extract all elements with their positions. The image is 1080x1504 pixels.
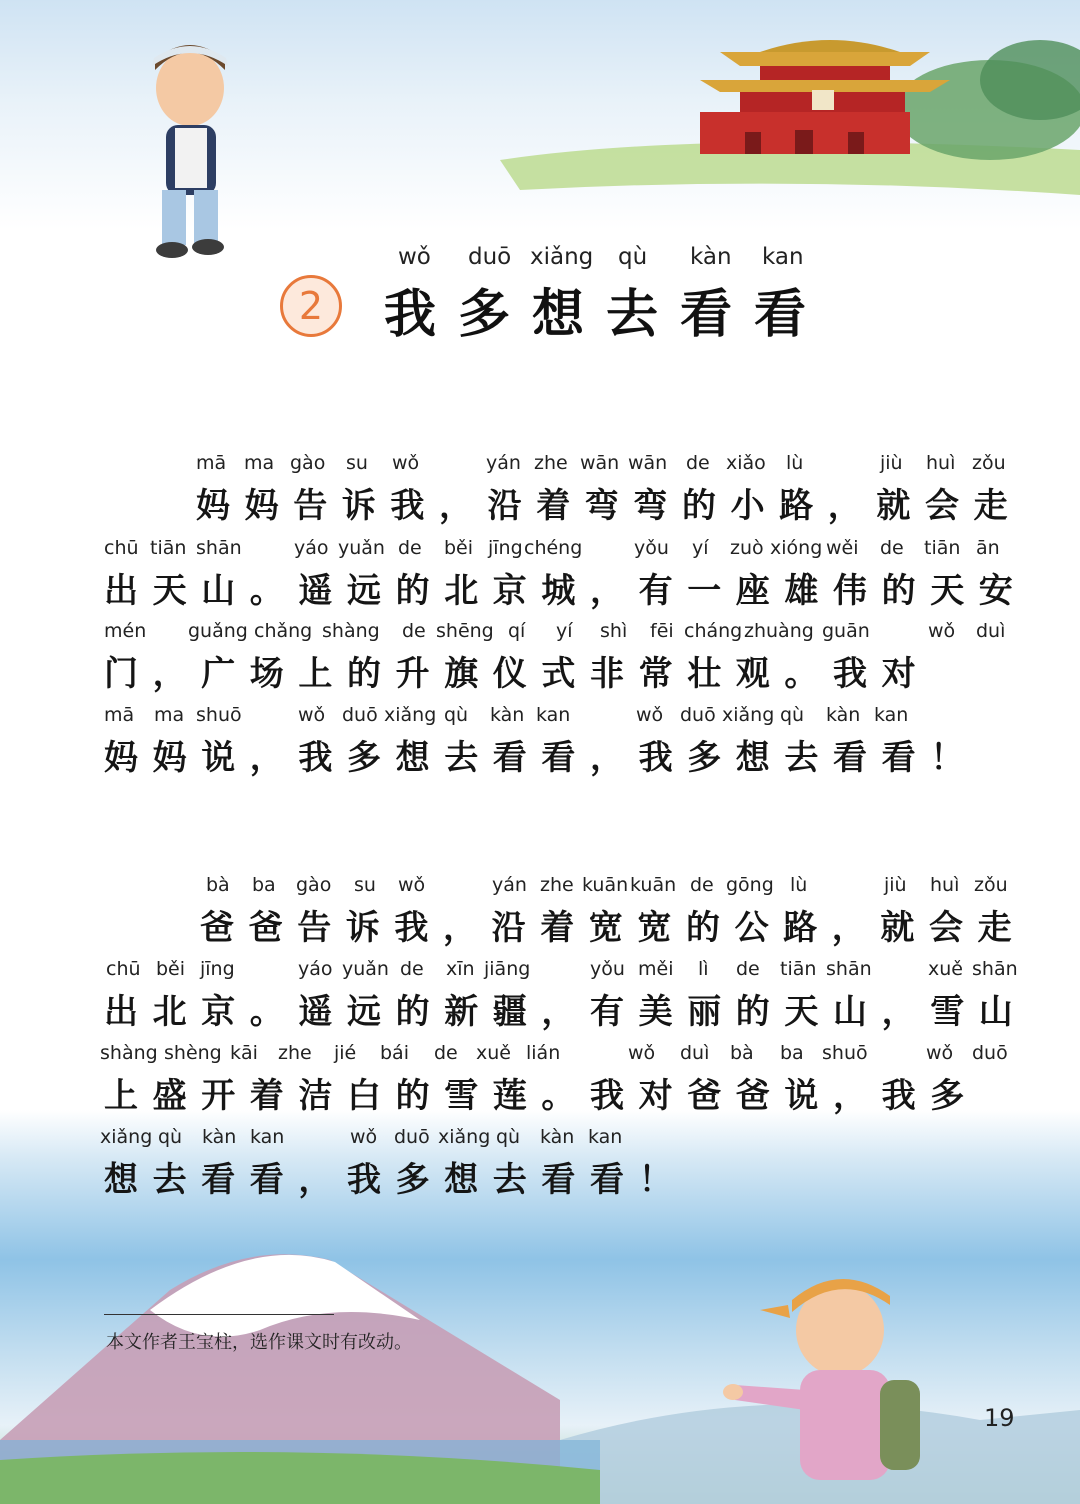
pinyin-syllable: duì [680,1042,710,1064]
pinyin-syllable: lù [790,874,808,896]
pinyin-syllable: xiǎo [726,452,766,474]
pinyin-syllable: wěi [826,537,859,559]
pinyin-syllable: jié [334,1042,357,1064]
pinyin-syllable: kan [588,1126,623,1148]
pinyin-syllable: yí [556,620,573,642]
text-line-characters: 妈妈告诉我，沿着弯弯的小路，就会走 [196,486,1023,526]
pinyin-syllable: mén [104,620,147,642]
pinyin-syllable: xīn [446,958,475,980]
pinyin-syllable: kuān [630,874,677,896]
pinyin-syllable: xiǎng [384,704,437,726]
pinyin-syllable: chū [106,958,141,980]
pinyin-syllable: qù [158,1126,183,1148]
pinyin-line [0,874,1080,900]
title-pinyin-syllable: xiǎng [530,244,594,270]
pinyin-syllable: kan [536,704,571,726]
pinyin-syllable: běi [444,537,474,559]
pinyin-syllable: lì [698,958,709,980]
pinyin-syllable: jiù [880,452,903,474]
pinyin-syllable: wǒ [628,1042,656,1064]
pinyin-syllable: jiù [884,874,907,896]
pinyin-syllable: shì [600,620,628,642]
pinyin-line [0,1126,1080,1152]
pinyin-syllable: ba [780,1042,804,1064]
pinyin-syllable: yán [492,874,527,896]
pinyin-syllable: kuān [582,874,629,896]
pinyin-line [0,452,1080,478]
pinyin-syllable: fēi [650,620,674,642]
pinyin-syllable: tiān [150,537,187,559]
pinyin-syllable: shàng [100,1042,158,1064]
pinyin-syllable: ba [252,874,276,896]
pinyin-syllable: shān [196,537,242,559]
pinyin-syllable: cháng [684,620,743,642]
pinyin-syllable: yǒu [590,958,625,980]
text-line [0,874,1080,954]
lesson-number-badge: 2 [280,275,342,337]
pinyin-syllable: wǒ [392,452,420,474]
text-line-characters: 想去看看，我多想去看看！ [104,1160,688,1200]
pinyin-line [0,537,1080,563]
pinyin-syllable: gào [296,874,332,896]
pinyin-syllable: lù [786,452,804,474]
pinyin-syllable: wǒ [398,874,426,896]
text-line-characters: 上盛开着洁白的雪莲。我对爸爸说，我多 [104,1076,979,1116]
pinyin-syllable: xiǎng [438,1126,491,1148]
pinyin-syllable: kàn [202,1126,237,1148]
pinyin-syllable: de [434,1042,458,1064]
pinyin-syllable: zhe [278,1042,312,1064]
pinyin-syllable: qù [496,1126,521,1148]
pinyin-syllable: shān [972,958,1018,980]
pinyin-syllable: gōng [726,874,774,896]
pinyin-syllable: kàn [826,704,861,726]
pinyin-syllable: wǒ [298,704,326,726]
title-pinyin-syllable: kàn [690,244,732,270]
pinyin-syllable: huì [926,452,956,474]
pinyin-syllable: su [354,874,376,896]
pinyin-syllable: xiǎng [722,704,775,726]
pinyin-syllable: kàn [540,1126,575,1148]
pinyin-syllable: zuò [730,537,764,559]
pinyin-syllable: shuō [822,1042,868,1064]
pinyin-line [0,620,1080,646]
pinyin-syllable: de [400,958,424,980]
pinyin-syllable: shēng [436,620,494,642]
pinyin-syllable: chéng [524,537,583,559]
text-line [0,958,1080,1038]
footnote-divider [104,1314,334,1315]
pinyin-syllable: bà [730,1042,754,1064]
footnote: 本文作者王宝柱，选作课文时有改动。 [106,1332,412,1353]
pinyin-syllable: de [736,958,760,980]
pinyin-syllable: wǒ [636,704,664,726]
pinyin-syllable: yuǎn [342,958,389,980]
pinyin-syllable: duō [972,1042,1008,1064]
pinyin-syllable: chū [104,537,139,559]
text-line [0,1042,1080,1122]
pinyin-syllable: yán [486,452,521,474]
pinyin-syllable: běi [156,958,186,980]
text-line [0,452,1080,532]
pinyin-syllable: gào [290,452,326,474]
pinyin-syllable: ān [976,537,1000,559]
pinyin-syllable: qí [508,620,526,642]
pinyin-syllable: guān [822,620,870,642]
pinyin-syllable: tiān [924,537,961,559]
pinyin-syllable: yáo [294,537,329,559]
pinyin-syllable: mā [196,452,227,474]
pinyin-syllable: duì [976,620,1006,642]
pinyin-syllable: bà [206,874,230,896]
title-pinyin-syllable: kan [762,244,804,270]
pinyin-syllable: xuě [928,958,963,980]
pinyin-syllable: wǒ [928,620,956,642]
pinyin-syllable: ma [244,452,275,474]
pinyin-line [0,1042,1080,1068]
title-pinyin-syllable: duō [468,244,512,270]
pinyin-syllable: jīng [488,537,523,559]
pinyin-syllable: yuǎn [338,537,385,559]
text-line-characters: 出北京。遥远的新疆，有美丽的天山，雪山 [104,992,1028,1032]
pinyin-syllable: de [690,874,714,896]
pinyin-syllable: de [686,452,710,474]
pinyin-syllable: měi [638,958,674,980]
pinyin-syllable: yí [692,537,709,559]
pinyin-syllable: qù [444,704,469,726]
pinyin-syllable: zhe [540,874,574,896]
pinyin-syllable: xuě [476,1042,511,1064]
pinyin-syllable: guǎng [188,620,248,642]
pinyin-syllable: qù [780,704,805,726]
pinyin-syllable: jīng [200,958,235,980]
pinyin-syllable: tiān [780,958,817,980]
title-pinyin-syllable: qù [618,244,648,270]
pinyin-syllable: wān [580,452,620,474]
pinyin-syllable: chǎng [254,620,313,642]
pinyin-syllable: kàn [490,704,525,726]
pinyin-syllable: zǒu [972,452,1006,474]
pinyin-syllable: shuō [196,704,242,726]
pinyin-syllable: kāi [230,1042,258,1064]
pinyin-syllable: xióng [770,537,823,559]
title-pinyin-syllable: wǒ [398,244,431,270]
text-line-characters: 爸爸告诉我，沿着宽宽的公路，就会走 [200,908,1027,948]
pinyin-syllable: duō [342,704,378,726]
text-line [0,537,1080,617]
pinyin-syllable: zhuàng [744,620,814,642]
pinyin-line [0,704,1080,730]
pinyin-syllable: shèng [164,1042,222,1064]
text-line [0,1126,1080,1206]
pinyin-syllable: lián [526,1042,561,1064]
text-line-characters: 妈妈说，我多想去看看，我多想去看看！ [104,738,979,778]
pinyin-syllable: xiǎng [100,1126,153,1148]
pinyin-syllable: jiāng [484,958,531,980]
pinyin-syllable: yǒu [634,537,669,559]
pinyin-syllable: wān [628,452,668,474]
title-pinyin [396,244,816,274]
pinyin-syllable: kan [874,704,909,726]
text-line [0,620,1080,700]
lesson-title: 我多想去看看 [384,284,829,345]
page-number: 19 [984,1404,1015,1432]
pinyin-syllable: duō [394,1126,430,1148]
pinyin-syllable: de [880,537,904,559]
pinyin-syllable: wǒ [926,1042,954,1064]
text-line-characters: 门，广场上的升旗仪式非常壮观。我对 [104,654,931,694]
pinyin-syllable: zhe [534,452,568,474]
text-line [0,704,1080,784]
boy-with-cap-icon [152,45,228,258]
pinyin-syllable: ma [154,704,185,726]
pinyin-syllable: duō [680,704,716,726]
pinyin-syllable: huì [930,874,960,896]
pinyin-syllable: shān [826,958,872,980]
pinyin-syllable: su [346,452,368,474]
pinyin-syllable: bái [380,1042,409,1064]
pinyin-syllable: wǒ [350,1126,378,1148]
pinyin-syllable: de [402,620,426,642]
pinyin-line [0,958,1080,984]
pinyin-syllable: yáo [298,958,333,980]
pinyin-syllable: de [398,537,422,559]
pinyin-syllable: kan [250,1126,285,1148]
pinyin-syllable: mā [104,704,135,726]
text-line-characters: 出天山。遥远的北京城，有一座雄伟的天安 [104,571,1028,611]
pinyin-syllable: zǒu [974,874,1008,896]
pinyin-syllable: shàng [322,620,380,642]
